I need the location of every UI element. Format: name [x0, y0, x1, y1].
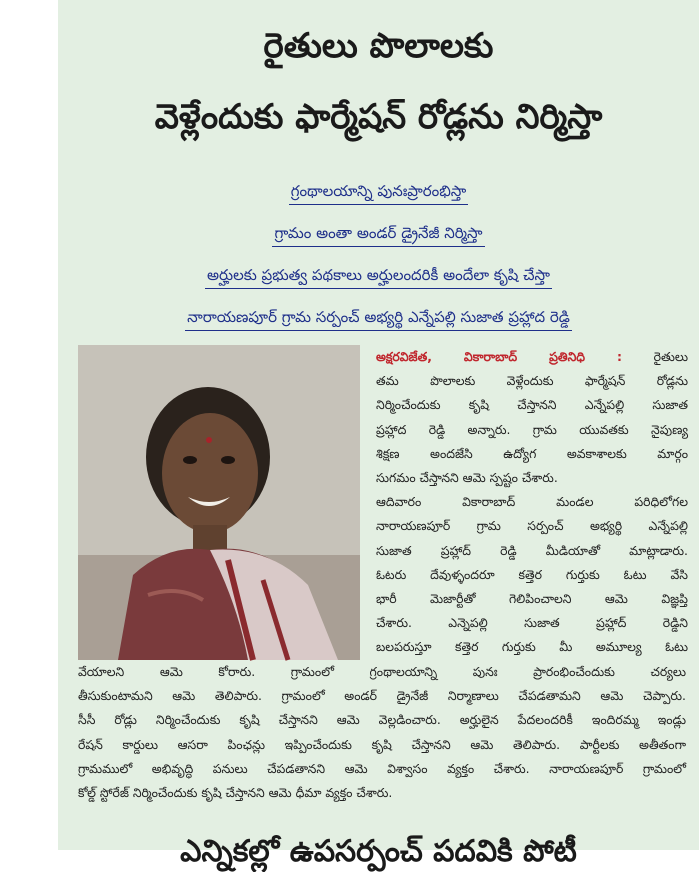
body-line: తీసుకుంటామని ఆమె తెలిపారు. గ్రామంలో అండర్ డ్రైనేజీ నిర్మాణాలు చేపడతామని ఆమె చెప్పారు. — [78, 688, 686, 704]
headline-line-1: రైతులు పొలాలకు — [263, 26, 494, 66]
body-line: శిక్షణ అందజేసి ఉద్యోగ అవకాశాలకు మార్గం — [376, 445, 688, 461]
body-line: సుగమం చేస్తానని ఆమె స్పష్టం చేశారు. — [376, 470, 558, 486]
body-line: రేషన్ కార్డులు ఆసరా పింఛన్లు ఇప్పించేందుకు కృషి చేస్తానని ఆమె తెలిపారు. పార్టీలకు అతీతంగా — [78, 736, 686, 752]
body-line: తమ పొలాలకు వెళ్లేందుకు ఫార్మేషన్ రోడ్లను — [376, 373, 688, 389]
body-line: అక్షరవిజేత, వికారాబాద్ ప్రతినిధి : రైతులు — [376, 349, 688, 364]
subhead-1: గ్రంథాలయాన్ని పునఃప్రారంభిస్తా — [58, 178, 699, 205]
article-body-right-column — [376, 345, 688, 660]
body-line: భారీ మెజార్టీతో గెలిపించాలని ఆమె విజ్ఞప్తి — [376, 591, 688, 607]
candidate-photo — [78, 345, 360, 660]
next-article-headline-partial: ఎన్నికల్లో ఉపసర్పంచ్ పదవికి పోటీ — [180, 834, 577, 869]
body-line: బలపరుస్తూ కత్తెర గుర్తుకు మీ అమూల్య ఓటు — [376, 639, 688, 655]
body-line: సుజాత ప్రహ్లాద్ రెడ్డి మీడియాతో మాట్లాడారు. — [376, 542, 688, 558]
body-line: కోల్డ్ స్టోరేజ్ నిర్మించేందుకు కృషి చేస్తానని ఆమె ధీమా వ్యక్తం చేశారు. — [78, 785, 393, 801]
body-line: ప్రహ్లాద రెడ్డి అన్నారు. గ్రామ యువతకు నైపుణ్య — [376, 421, 688, 437]
byline: అక్షరవిజేత, వికారాబాద్ ప్రతినిధి : — [376, 349, 623, 364]
body-line: సీసీ రోడ్లు నిర్మించేందుకు కృషి చేస్తానని ఆమె వెల్లడించారు. అర్హులైన పేదలందరికీ ఇందిరమ్మ ఇండ్లు — [78, 712, 686, 728]
body-line: ఆదివారం వికారాబాద్ మండల పరిధిలోగల — [376, 494, 688, 510]
subhead-2: గ్రామం అంతా అండర్ డ్రైనేజీ నిర్మిస్తా — [58, 220, 699, 247]
body-line: చేశారు. ఎన్నెపల్లి సుజాత ప్రహ్లాద్ రెడ్డిని — [376, 615, 688, 631]
body-line: నారాయణపూర్ గ్రామ సర్పంచ్ అభ్యర్థి ఎన్నేపల్లి — [376, 518, 688, 534]
body-line: వేయాలని ఆమె కోరారు. గ్రామంలో గ్రంథాలయాన్ని పునః ప్రారంభించేందుకు చర్యలు — [78, 664, 686, 679]
article-body-full-width — [78, 660, 686, 805]
body-line: నిర్మించేందుకు కృషి చేస్తానని ఎన్నేపల్లి సుజాత — [376, 397, 688, 413]
body-line: గ్రామములో అభివృద్ధి పనులు చేపడతానని ఆమె విశ్వాసం వ్యక్తం చేశారు. నారాయణపూర్ గ్రామంలో — [78, 760, 686, 776]
newspaper-page — [58, 0, 699, 869]
subhead-4: నారాయణపూర్ గ్రామ సర్పంచ్ అభ్యర్థి ఎన్నేపల్లి సుజాత ప్రహ్లాద రెడ్డి — [58, 304, 699, 331]
subhead-3: అర్హులకు ప్రభుత్వ పథకాలు అర్హులందరికీ అందేలా కృషి చేస్తా — [58, 262, 699, 289]
headline-line-2: వెళ్లేందుకు ఫార్మేషన్ రోడ్లను నిర్మిస్తా — [154, 97, 603, 137]
body-line: ఓటరు దేవుళ్ళందరూ కత్తెర గుర్తుకు ఓటు వేసి — [376, 566, 688, 582]
